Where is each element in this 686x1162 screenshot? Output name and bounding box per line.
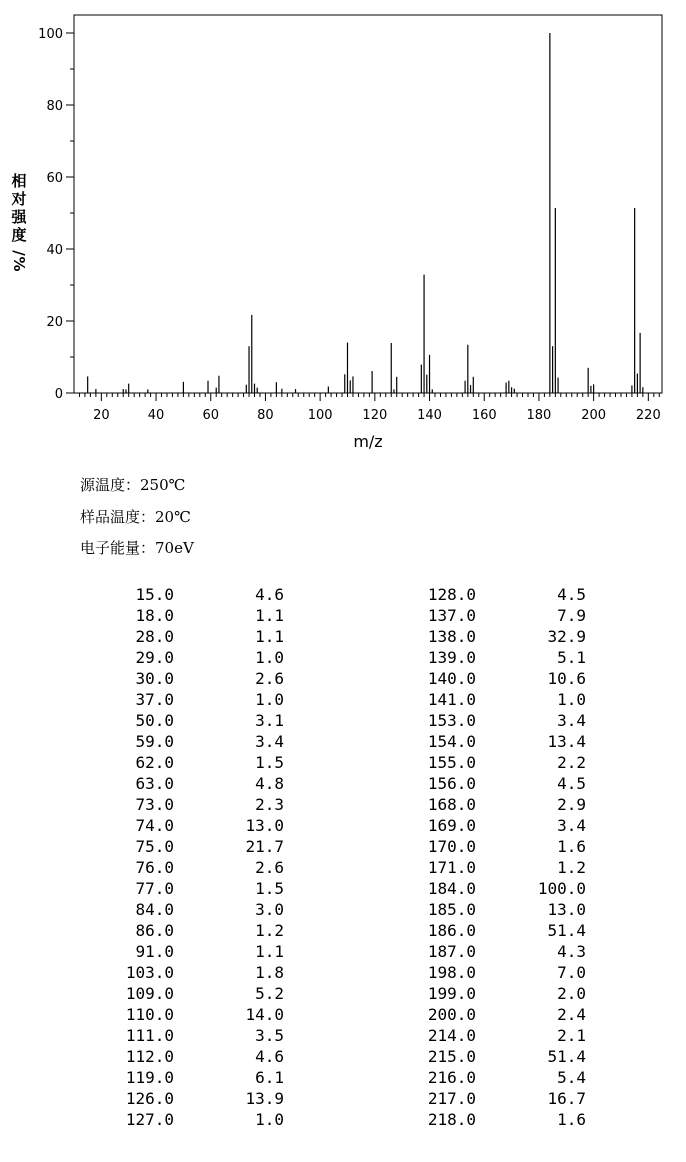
peak-mz: 91.0 — [135, 942, 174, 961]
peak-row — [78, 752, 284, 773]
peak-mz: 109.0 — [125, 984, 174, 1003]
source-temperature: 源温度：250℃ — [80, 476, 186, 494]
peak-row — [380, 1004, 586, 1025]
peak-mz: 187.0 — [427, 942, 476, 961]
peak-row — [78, 689, 284, 710]
peak-row — [78, 647, 284, 668]
peak-row — [78, 836, 284, 857]
peak-row — [380, 668, 586, 689]
peak-intensity: 13.0 — [547, 900, 586, 919]
x-tick-label-100: 100 — [307, 408, 333, 423]
peak-row — [78, 794, 284, 815]
peak-mz: 15.0 — [135, 585, 174, 604]
x-tick-label-200: 200 — [581, 408, 607, 423]
peak-intensity: 100.0 — [537, 879, 586, 898]
peak-row — [78, 1067, 284, 1088]
peak-mz: 111.0 — [125, 1026, 174, 1045]
peak-intensity: 4.3 — [557, 942, 586, 961]
x-tick-label-160: 160 — [471, 408, 497, 423]
peak-mz: 185.0 — [427, 900, 476, 919]
peak-intensity: 4.5 — [557, 774, 586, 793]
peak-intensity: 3.4 — [557, 816, 586, 835]
electron-energy: 电子能量：70eV — [80, 539, 194, 557]
peak-row — [380, 689, 586, 710]
peak-intensity: 16.7 — [547, 1089, 586, 1108]
peak-row — [78, 626, 284, 647]
peak-intensity: 1.0 — [557, 690, 586, 709]
peak-intensity: 2.9 — [557, 795, 586, 814]
y-tick-label-40: 40 — [46, 243, 63, 258]
peak-intensity: 1.1 — [255, 606, 284, 625]
peak-intensity: 1.6 — [557, 1110, 586, 1129]
peak-row — [78, 815, 284, 836]
minor-ticks — [70, 69, 659, 397]
peak-mz: 214.0 — [427, 1026, 476, 1045]
peak-mz: 139.0 — [427, 648, 476, 667]
peak-mz: 186.0 — [427, 921, 476, 940]
peak-row — [78, 1046, 284, 1067]
peak-intensity: 2.2 — [557, 753, 586, 772]
peak-mz: 216.0 — [427, 1068, 476, 1087]
peak-mz: 200.0 — [427, 1005, 476, 1024]
x-tick-label-40: 40 — [147, 408, 165, 423]
peak-intensity: 13.0 — [245, 816, 284, 835]
peak-mz: 140.0 — [427, 669, 476, 688]
peak-row — [380, 920, 586, 941]
x-tick-label-20: 20 — [93, 408, 110, 423]
x-axis-label: m/z — [353, 432, 383, 451]
y-label-char: / — [10, 250, 28, 256]
peak-intensity: 14.0 — [245, 1005, 284, 1024]
peak-mz: 126.0 — [125, 1089, 174, 1108]
peak-mz: 215.0 — [427, 1047, 476, 1066]
peak-intensity: 4.6 — [255, 1047, 284, 1066]
peak-row — [380, 1109, 586, 1130]
peak-row — [78, 773, 284, 794]
peak-mz: 184.0 — [427, 879, 476, 898]
y-tick-label-20: 20 — [46, 315, 63, 330]
peak-row — [78, 1088, 284, 1109]
peak-mz: 169.0 — [427, 816, 476, 835]
peak-row — [380, 857, 586, 878]
peak-mz: 112.0 — [125, 1047, 174, 1066]
peak-row — [78, 878, 284, 899]
peak-intensity: 6.1 — [255, 1068, 284, 1087]
peak-mz: 218.0 — [427, 1110, 476, 1129]
x-tick-label-220: 220 — [635, 408, 661, 423]
y-tick-label-60: 60 — [46, 171, 63, 186]
peak-mz: 59.0 — [135, 732, 174, 751]
peak-row — [380, 878, 586, 899]
peak-row — [78, 857, 284, 878]
peak-row — [380, 836, 586, 857]
peak-mz: 74.0 — [135, 816, 174, 835]
peak-intensity: 1.1 — [255, 627, 284, 646]
peak-intensity: 3.5 — [255, 1026, 284, 1045]
peak-intensity: 2.6 — [255, 858, 284, 877]
sample-temperature: 样品温度：20℃ — [80, 507, 191, 526]
peak-row — [78, 962, 284, 983]
x-tick-label-120: 120 — [362, 408, 388, 423]
peak-mz: 29.0 — [135, 648, 174, 667]
x-tick-label-80: 80 — [257, 408, 274, 423]
peak-row — [380, 1025, 586, 1046]
peak-intensity: 1.5 — [255, 753, 284, 772]
peak-intensity: 2.6 — [255, 669, 284, 688]
peak-intensity: 21.7 — [245, 837, 284, 856]
peak-row — [78, 605, 284, 626]
peak-mz: 168.0 — [427, 795, 476, 814]
peak-mz: 73.0 — [135, 795, 174, 814]
y-axis-ticks — [38, 27, 74, 402]
peak-intensity: 1.0 — [255, 648, 284, 667]
peak-mz: 128.0 — [427, 585, 476, 604]
peak-table-left — [78, 584, 284, 1130]
y-label-char: % — [10, 256, 28, 272]
peak-mz: 75.0 — [135, 837, 174, 856]
peak-mz: 119.0 — [125, 1068, 174, 1087]
peak-intensity: 51.4 — [547, 921, 586, 940]
peak-intensity: 5.2 — [255, 984, 284, 1003]
peak-intensity: 1.0 — [255, 690, 284, 709]
peak-row — [380, 983, 586, 1004]
peak-mz: 198.0 — [427, 963, 476, 982]
peak-intensity: 7.9 — [557, 606, 586, 625]
peak-intensity: 2.1 — [557, 1026, 586, 1045]
peak-intensity: 51.4 — [547, 1047, 586, 1066]
peak-row — [380, 752, 586, 773]
peak-mz: 138.0 — [427, 627, 476, 646]
mass-spectrum-chart — [0, 0, 686, 460]
peak-mz: 37.0 — [135, 690, 174, 709]
y-axis-label — [10, 172, 28, 272]
peak-intensity: 1.1 — [255, 942, 284, 961]
peak-mz: 103.0 — [125, 963, 174, 982]
peak-intensity: 2.3 — [255, 795, 284, 814]
peak-row — [380, 605, 586, 626]
acquisition-conditions — [80, 470, 194, 565]
peak-mz: 127.0 — [125, 1110, 174, 1129]
peak-row — [78, 1025, 284, 1046]
peak-row — [380, 773, 586, 794]
spectrum-bars — [88, 33, 643, 393]
peak-intensity: 4.5 — [557, 585, 586, 604]
peak-intensity: 2.4 — [557, 1005, 586, 1024]
peak-row — [78, 941, 284, 962]
peak-row — [380, 584, 586, 605]
peak-mz: 62.0 — [135, 753, 174, 772]
peak-mz: 154.0 — [427, 732, 476, 751]
peak-mz: 217.0 — [427, 1089, 476, 1108]
peak-intensity: 1.6 — [557, 837, 586, 856]
peak-intensity: 3.1 — [255, 711, 284, 730]
peak-mz: 76.0 — [135, 858, 174, 877]
peak-intensity: 7.0 — [557, 963, 586, 982]
peak-intensity: 1.8 — [255, 963, 284, 982]
y-tick-label-80: 80 — [46, 99, 63, 114]
peak-intensity: 1.2 — [255, 921, 284, 940]
peak-mz: 28.0 — [135, 627, 174, 646]
plot-border — [74, 15, 662, 393]
peak-row — [380, 1088, 586, 1109]
peak-intensity: 4.6 — [255, 585, 284, 604]
peak-mz: 153.0 — [427, 711, 476, 730]
peak-intensity: 5.4 — [557, 1068, 586, 1087]
peak-row — [380, 647, 586, 668]
peak-row — [380, 794, 586, 815]
peak-intensity: 1.0 — [255, 1110, 284, 1129]
peak-row — [380, 899, 586, 920]
peak-row — [78, 1004, 284, 1025]
peak-intensity: 13.4 — [547, 732, 586, 751]
peak-intensity: 10.6 — [547, 669, 586, 688]
peak-row — [380, 962, 586, 983]
x-tick-label-60: 60 — [202, 408, 220, 423]
peak-intensity: 1.2 — [557, 858, 586, 877]
peak-mz: 155.0 — [427, 753, 476, 772]
peak-mz: 199.0 — [427, 984, 476, 1003]
y-tick-label-100: 100 — [38, 27, 63, 42]
peak-mz: 171.0 — [427, 858, 476, 877]
peak-row — [380, 815, 586, 836]
peak-row — [78, 920, 284, 941]
y-label-char: 对 — [11, 190, 27, 208]
y-label-char: 度 — [11, 226, 27, 244]
peak-row — [78, 983, 284, 1004]
x-tick-label-180: 180 — [526, 408, 552, 423]
peak-mz: 77.0 — [135, 879, 174, 898]
peak-intensity: 32.9 — [547, 627, 586, 646]
peak-intensity: 2.0 — [557, 984, 586, 1003]
y-label-char: 相 — [11, 172, 27, 190]
y-tick-label-0: 0 — [54, 387, 63, 402]
peak-mz: 170.0 — [427, 837, 476, 856]
peak-row — [380, 1046, 586, 1067]
peak-mz: 156.0 — [427, 774, 476, 793]
peak-row — [78, 731, 284, 752]
peak-intensity: 4.8 — [255, 774, 284, 793]
peak-table-right — [380, 584, 586, 1130]
x-axis-ticks — [93, 393, 661, 423]
peak-mz: 110.0 — [125, 1005, 174, 1024]
peak-intensity: 3.4 — [557, 711, 586, 730]
peak-row — [78, 1109, 284, 1130]
peak-row — [78, 668, 284, 689]
peak-row — [380, 626, 586, 647]
peak-row — [380, 1067, 586, 1088]
y-label-char: 强 — [11, 208, 27, 226]
peak-intensity: 1.5 — [255, 879, 284, 898]
peak-mz: 63.0 — [135, 774, 174, 793]
peak-intensity: 3.0 — [255, 900, 284, 919]
peak-row — [78, 899, 284, 920]
peak-row — [380, 941, 586, 962]
peak-mz: 137.0 — [427, 606, 476, 625]
peak-mz: 50.0 — [135, 711, 174, 730]
peak-intensity: 13.9 — [245, 1089, 284, 1108]
x-tick-label-140: 140 — [417, 408, 442, 423]
peak-mz: 30.0 — [135, 669, 174, 688]
peak-row — [78, 584, 284, 605]
peak-intensity: 3.4 — [255, 732, 284, 751]
peak-row — [380, 731, 586, 752]
peak-mz: 141.0 — [427, 690, 476, 709]
peak-mz: 18.0 — [135, 606, 174, 625]
peak-row — [380, 710, 586, 731]
peak-row — [78, 710, 284, 731]
peak-mz: 86.0 — [135, 921, 174, 940]
plot-frame — [74, 15, 662, 393]
peak-mz: 84.0 — [135, 900, 174, 919]
peak-intensity: 5.1 — [557, 648, 586, 667]
